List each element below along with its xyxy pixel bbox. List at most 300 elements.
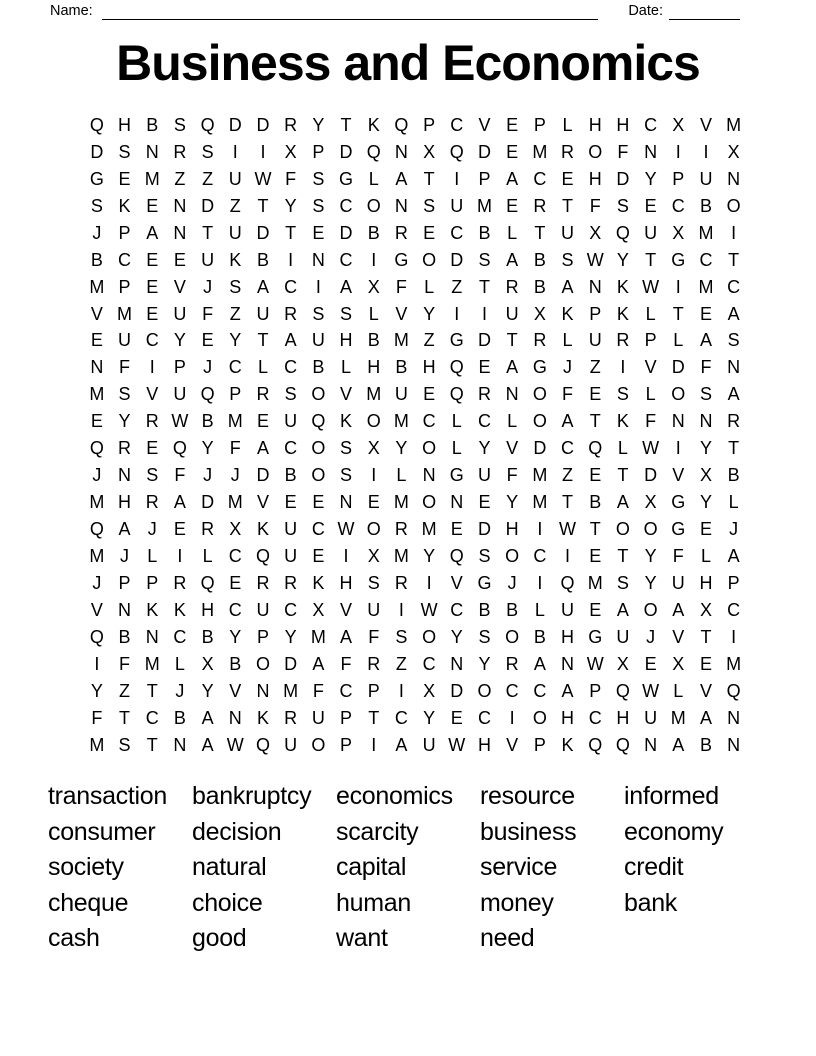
grid-letter: L [451,438,462,459]
grid-letter: F [340,653,352,674]
grid-letter: C [450,222,464,243]
grid-letter: I [371,249,377,270]
grid-letter: B [699,734,712,755]
grid-letter: J [230,465,240,486]
grid-letter: A [561,411,574,432]
grid-letter: M [698,222,714,243]
grid-letter: T [478,276,490,297]
grid-letter: A [561,680,574,701]
grid-letter: I [731,222,737,243]
grid-letter: R [256,572,270,593]
grid-letter: N [394,195,408,216]
grid-letter: L [174,653,185,674]
grid-letter: L [673,330,684,351]
grid-letter: V [506,438,519,459]
grid-letter: T [285,222,297,243]
grid-letter: E [146,276,159,297]
grid-letter: X [727,141,740,162]
grid-letter: S [284,384,297,405]
grid-letter: T [119,707,131,728]
grid-letter: U [367,599,381,620]
grid-letter: M [587,572,603,593]
grid-letter: R [505,653,519,674]
grid-letter: O [422,249,437,270]
grid-letter: C [477,707,491,728]
grid-letter: M [89,734,105,755]
grid-letter: N [173,222,187,243]
grid-letter: A [173,492,186,513]
grid-letter: N [588,276,602,297]
grid-letter: L [645,384,656,405]
grid-letter: D [339,141,353,162]
grid-letter: C [699,249,713,270]
word-item: money [480,888,554,917]
grid-letter: P [340,734,353,755]
grid-letter: S [118,384,131,405]
grid-letter: T [728,438,740,459]
grid-letter: A [201,734,214,755]
grid-letter: O [255,653,270,674]
grid-letter: Y [423,707,436,728]
grid-letter: N [644,141,658,162]
grid-letter: Q [255,545,270,566]
grid-letter: N [727,168,741,189]
grid-letter: H [588,168,602,189]
grid-letter: C [533,545,547,566]
grid-letter: Y [284,626,297,647]
grid-letter: C [284,357,298,378]
grid-letter: U [477,465,491,486]
grid-letter: O [643,519,658,540]
grid-letter: V [644,357,657,378]
grid-letter: A [256,276,269,297]
grid-letter: Q [89,114,104,135]
grid-letter: O [311,465,326,486]
grid-letter: B [146,114,159,135]
grid-letter: W [642,438,660,459]
grid-letter: V [146,384,159,405]
grid-letter: M [698,276,714,297]
grid-letter: F [617,141,629,162]
grid-letter: A [284,330,297,351]
grid-letter: L [368,303,379,324]
grid-letter: C [450,114,464,135]
grid-letter: L [257,357,268,378]
grid-letter: Y [229,626,242,647]
grid-letter: H [118,114,132,135]
grid-letter: V [229,680,242,701]
grid-letter: N [339,492,353,513]
grid-letter: K [146,599,159,620]
grid-letter: L [562,330,573,351]
grid-letter: M [227,492,243,513]
puzzle-title: Business and Economics [116,35,700,91]
grid-letter: T [645,249,657,270]
grid-letter: D [616,168,630,189]
grid-letter: B [367,330,380,351]
grid-letter: D [671,357,685,378]
grid-letter: J [646,626,656,647]
grid-letter: E [146,249,159,270]
grid-letter: Y [423,303,436,324]
grid-letter: Y [644,572,657,593]
grid-letter: U [311,330,325,351]
grid-letter: M [144,653,160,674]
grid-letter: T [589,411,601,432]
grid-letter: D [90,141,104,162]
grid-letter: T [562,195,574,216]
grid-letter: U [699,168,713,189]
grid-letter: A [699,707,712,728]
word-item: natural [192,853,267,881]
grid-letter: S [340,438,353,459]
grid-letter: M [283,680,299,701]
grid-letter: H [201,599,215,620]
grid-letter: U [173,384,187,405]
grid-letter: U [505,303,519,324]
grid-letter: P [118,276,131,297]
grid-letter: C [671,195,685,216]
grid-letter: S [478,626,491,647]
grid-letter: N [228,707,242,728]
grid-letter: V [256,492,269,513]
grid-letter: U [118,330,132,351]
grid-letter: I [260,141,266,162]
grid-letter: I [232,141,238,162]
grid-letter: A [533,653,546,674]
grid-letter: I [620,357,626,378]
grid-letter: D [533,438,547,459]
grid-letter: W [254,168,272,189]
grid-letter: M [89,492,105,513]
grid-letter: K [118,195,131,216]
grid-letter: L [451,411,462,432]
grid-letter: I [149,357,155,378]
grid-letter: M [532,465,548,486]
grid-letter: C [533,168,547,189]
grid-letter: X [201,653,214,674]
grid-letter: I [398,680,404,701]
word-item: scarcity [336,817,419,846]
grid-letter: U [173,303,187,324]
grid-letter: C [533,680,547,701]
grid-letter: S [478,249,491,270]
grid-letter: O [422,438,437,459]
grid-letter: E [423,384,436,405]
grid-letter: T [146,734,158,755]
grid-letter: K [616,276,629,297]
grid-letter: A [616,492,629,513]
grid-letter: Z [119,680,131,701]
grid-letter: B [533,276,546,297]
grid-letter: J [563,357,573,378]
grid-letter: J [120,545,130,566]
grid-letter: E [229,572,242,593]
grid-letter: U [561,599,575,620]
grid-letter: N [450,492,464,513]
grid-letter: N [256,680,270,701]
grid-letter: Q [200,384,215,405]
grid-letter: F [395,276,407,297]
grid-letter: S [727,330,740,351]
grid-letter: M [227,411,243,432]
grid-letter: E [146,195,159,216]
word-item: capital [336,853,407,881]
grid-letter: U [450,195,464,216]
grid-letter: N [671,411,685,432]
grid-letter: M [393,492,409,513]
grid-letter: F [368,626,380,647]
grid-letter: Q [89,626,104,647]
grid-letter: G [394,249,409,270]
grid-letter: E [699,303,712,324]
grid-letter: V [699,680,712,701]
grid-letter: J [175,680,185,701]
grid-letter: J [147,519,157,540]
grid-letter: X [423,680,436,701]
grid-letter: B [699,195,712,216]
grid-letter: E [450,707,463,728]
grid-letter: A [340,626,353,647]
grid-letter: M [310,626,326,647]
grid-letter: C [145,707,159,728]
grid-letter: W [337,519,355,540]
grid-letter: A [561,276,574,297]
grid-letter: I [675,141,681,162]
grid-letter: L [202,545,213,566]
grid-letter: B [506,599,519,620]
word-list [48,779,816,957]
grid-letter: Y [450,626,463,647]
grid-letter: P [312,141,325,162]
grid-letter: E [589,599,602,620]
grid-letter: M [366,384,382,405]
grid-letter: E [312,222,325,243]
grid-letter: T [340,114,352,135]
grid-letter: T [672,303,684,324]
grid-letter: Q [366,141,381,162]
grid-letter: N [450,653,464,674]
grid-letter: U [284,734,298,755]
grid-letter: M [393,411,409,432]
grid-letter: E [173,519,186,540]
grid-letter: F [202,303,214,324]
letter-grid [83,112,748,759]
grid-letter: F [285,168,297,189]
grid-letter: E [256,411,269,432]
grid-letter: F [119,653,131,674]
grid-letter: O [643,599,658,620]
grid-letter: A [201,707,214,728]
grid-letter: E [478,357,491,378]
grid-letter: X [699,465,712,486]
grid-letter: C [284,438,298,459]
grid-letter: Q [394,114,409,135]
grid-letter: E [284,492,297,513]
grid-letter: R [201,519,215,540]
grid-letter: S [340,465,353,486]
grid-letter: T [589,519,601,540]
grid-letter: S [616,572,629,593]
grid-letter: H [477,734,491,755]
grid-letter: S [616,195,629,216]
grid-letter: I [481,303,487,324]
grid-letter: M [89,384,105,405]
grid-letter: X [699,599,712,620]
grid-letter: R [145,411,159,432]
grid-letter: V [699,114,712,135]
grid-letter: J [92,222,102,243]
grid-letter: X [672,114,685,135]
grid-letter: U [256,599,270,620]
grid-letter: X [423,141,436,162]
grid-letter: I [343,545,349,566]
grid-letter: D [477,330,491,351]
grid-letter: C [644,114,658,135]
grid-letter: E [589,465,602,486]
grid-letter: M [726,653,742,674]
grid-letter: E [173,249,186,270]
grid-letter: R [477,384,491,405]
grid-letter: Y [644,168,657,189]
grid-letter: W [586,249,604,270]
grid-letter: R [284,707,298,728]
word-item: bank [624,888,678,917]
grid-letter: K [561,734,574,755]
grid-letter: D [201,492,215,513]
grid-letter: G [671,492,686,513]
grid-letter: A [506,168,519,189]
grid-letter: I [731,626,737,647]
grid-letter: O [505,545,520,566]
grid-letter: M [726,114,742,135]
grid-letter: U [422,734,436,755]
grid-letter: E [589,384,602,405]
grid-letter: I [565,545,571,566]
grid-letter: I [315,276,321,297]
grid-letter: O [366,411,381,432]
grid-letter: I [371,465,377,486]
grid-letter: I [398,599,404,620]
grid-letter: Q [200,572,215,593]
word-item: choice [192,888,263,917]
grid-letter: B [229,653,242,674]
grid-letter: Q [560,572,575,593]
grid-letter: X [312,599,325,620]
grid-letter: X [672,222,685,243]
grid-letter: U [228,168,242,189]
grid-letter: N [145,626,159,647]
grid-letter: M [89,276,105,297]
grid-letter: P [423,114,436,135]
grid-letter: F [562,384,574,405]
grid-letter: E [146,303,159,324]
grid-letter: I [288,249,294,270]
grid-letter: S [312,168,325,189]
grid-letter: Z [229,303,241,324]
grid-letter: C [118,249,132,270]
grid-letter: U [228,222,242,243]
grid-letter: Q [255,734,270,755]
grid-letter: G [588,626,603,647]
grid-letter: Z [423,330,435,351]
grid-letter: B [478,222,491,243]
word-item: good [192,924,247,952]
grid-letter: L [728,492,739,513]
grid-letter: C [339,195,353,216]
grid-letter: J [203,357,213,378]
grid-letter: A [727,545,740,566]
grid-letter: H [339,330,353,351]
grid-letter: F [645,411,657,432]
name-fill-line [102,4,599,20]
grid-letter: K [367,114,380,135]
grid-letter: S [90,195,103,216]
grid-letter: V [672,626,685,647]
grid-letter: S [118,141,131,162]
grid-letter: E [201,330,214,351]
grid-letter: W [171,411,189,432]
word-item: cash [48,924,100,952]
grid-letter: I [537,572,543,593]
word-item: cheque [48,888,129,917]
word-item: consumer [48,817,156,846]
word-column [192,779,336,957]
name-label: Name: [50,3,93,19]
grid-letter: U [256,303,270,324]
grid-letter: R [145,492,159,513]
grid-letter: D [450,249,464,270]
grid-letter: F [91,707,103,728]
grid-letter: I [454,168,460,189]
grid-letter: A [506,249,519,270]
grid-letter: J [92,572,102,593]
word-item: economics [336,782,453,810]
grid-letter: Z [562,465,574,486]
grid-letter: Z [202,168,214,189]
grid-letter: O [311,734,326,755]
word-item: economy [624,817,724,846]
grid-letter: I [675,438,681,459]
grid-letter: Y [284,195,297,216]
grid-letter: N [644,734,658,755]
grid-letter: H [505,519,519,540]
grid-letter: N [561,653,575,674]
grid-letter: N [699,411,713,432]
grid-letter: Y [229,330,242,351]
grid-letter: L [341,357,352,378]
grid-letter: R [561,141,575,162]
grid-letter: P [118,572,131,593]
grid-letter: H [367,357,381,378]
grid-letter: Q [449,545,464,566]
grid-letter: I [537,519,543,540]
grid-letter: K [312,572,325,593]
grid-letter: I [177,545,183,566]
grid-letter: D [256,465,270,486]
grid-letter: U [284,411,298,432]
grid-letter: P [256,626,269,647]
grid-letter: R [394,222,408,243]
grid-letter: T [534,222,546,243]
grid-letter: Y [201,438,214,459]
grid-letter: P [672,168,685,189]
grid-letter: L [534,599,545,620]
grid-letter: T [368,707,380,728]
grid-letter: E [450,519,463,540]
grid-letter: I [94,653,100,674]
grid-letter: E [90,330,103,351]
